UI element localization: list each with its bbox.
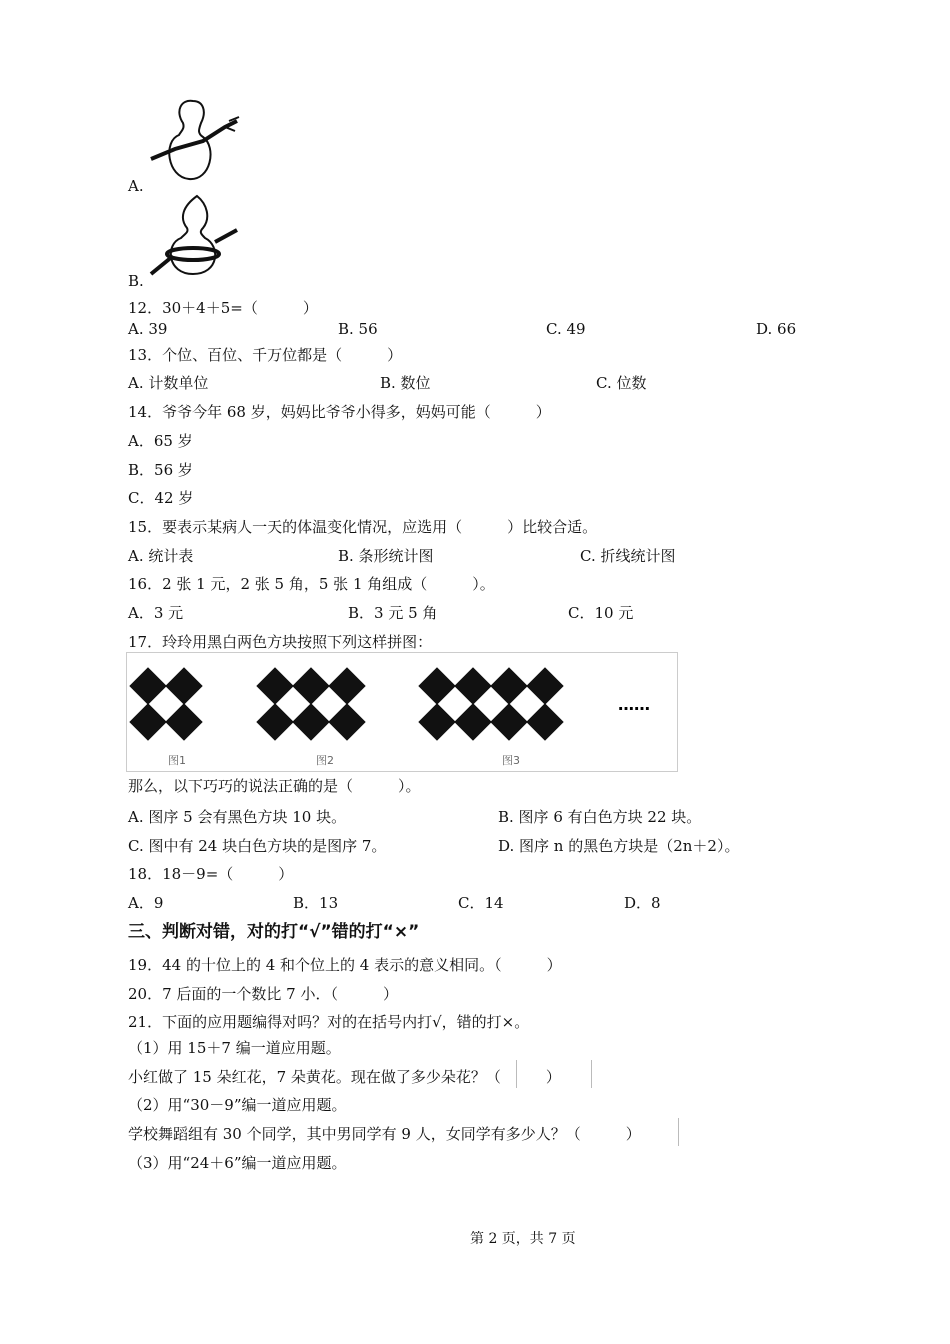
question-13-stem: 13．个位、百位、千万位都是（ ）	[128, 346, 403, 364]
option-b-label: B.	[128, 272, 144, 290]
q14-option-c[interactable]: C．42 岁	[128, 489, 194, 507]
q14-option-b[interactable]: B．56 岁	[128, 461, 193, 479]
q12-option-a[interactable]: A. 39	[128, 320, 168, 338]
gourd-image-a	[145, 97, 245, 185]
figure-label-2: 图2	[316, 754, 334, 767]
question-21-stem: 21．下面的应用题编得对吗？对的在括号内打√，错的打×。	[128, 1013, 530, 1031]
q21-part-2: （2）用“30－9”编一道应用题。	[128, 1096, 347, 1114]
q16-option-a[interactable]: A．3 元	[128, 604, 184, 622]
q18-option-c[interactable]: C．14	[458, 894, 504, 912]
q21-part-1: （1）用 15＋7 编一道应用题。	[128, 1039, 341, 1057]
q21-part-2-answer-box[interactable]	[678, 1118, 680, 1146]
q18-option-a[interactable]: A．9	[128, 894, 164, 912]
question-20-stem: 20．7 后面的一个数比 7 小．（ ）	[128, 985, 398, 1003]
gourd-image-b	[145, 192, 245, 280]
option-a-label: A.	[128, 177, 144, 195]
q15-option-c[interactable]: C. 折线统计图	[580, 547, 676, 565]
q21-part-1-text: 小红做了 15 朵红花，7 朵黄花。现在做了多少朵花？（ ）	[128, 1068, 561, 1086]
q12-option-b[interactable]: B. 56	[338, 320, 378, 338]
q21-part-3: （3）用“24＋6”编一道应用题。	[128, 1154, 347, 1172]
question-14-stem: 14．爷爷今年 68 岁，妈妈比爷爷小得多，妈妈可能（ ）	[128, 403, 551, 421]
q13-option-a[interactable]: A. 计数单位	[128, 374, 209, 392]
question-19-stem: 19．44 的十位上的 4 和个位上的 4 表示的意义相同。（ ）	[128, 956, 562, 974]
q17-option-a[interactable]: A. 图序 5 会有黑色方块 10 块。	[128, 808, 347, 826]
q15-option-a[interactable]: A. 统计表	[128, 547, 194, 565]
question-16-stem: 16．2 张 1 元，2 张 5 角，5 张 1 角组成（ ）。	[128, 575, 495, 593]
question-17-stem: 17．玲玲用黑白两色方块按照下列这样拼图：	[128, 633, 433, 651]
q12-option-c[interactable]: C. 49	[546, 320, 586, 338]
q13-option-b[interactable]: B. 数位	[380, 374, 431, 392]
tile-pattern-figure	[126, 652, 678, 772]
section-3-heading: 三、判断对错，对的打“√”错的打“×”	[128, 922, 420, 942]
q21-part-1-answer-box[interactable]	[516, 1060, 592, 1088]
q17-option-b[interactable]: B. 图序 6 有白色方块 22 块。	[498, 808, 702, 826]
figure-label-3: 图3	[502, 754, 520, 767]
question-18-stem: 18．18－9=（ ）	[128, 865, 294, 883]
question-17-prompt: 那么，以下巧巧的说法正确的是（ ）。	[128, 777, 421, 795]
q18-option-d[interactable]: D．8	[624, 894, 661, 912]
q13-option-c[interactable]: C. 位数	[596, 374, 647, 392]
q21-part-2-text: 学校舞蹈组有 30 个同学，其中男同学有 9 人，女同学有多少人？（ ）	[128, 1125, 641, 1143]
question-12-stem: 12．30＋4＋5=（ ）	[128, 299, 318, 317]
figure-ellipsis: ……	[618, 695, 650, 714]
q17-option-d[interactable]: D. 图序 n 的黑色方块是（2n＋2）。	[498, 837, 740, 855]
q16-option-c[interactable]: C．10 元	[568, 604, 634, 622]
q15-option-b[interactable]: B. 条形统计图	[338, 547, 434, 565]
question-15-stem: 15．要表示某病人一天的体温变化情况，应选用（ ）比较合适。	[128, 518, 598, 536]
figure-label-1: 图1	[168, 754, 186, 767]
q12-option-d[interactable]: D. 66	[756, 320, 797, 338]
q14-option-a[interactable]: A．65 岁	[128, 432, 193, 450]
page-footer: 第 2 页，共 7 页	[470, 1231, 576, 1247]
q17-option-c[interactable]: C. 图中有 24 块白色方块的是图序 7。	[128, 837, 387, 855]
q18-option-b[interactable]: B．13	[293, 894, 339, 912]
q16-option-b[interactable]: B．3 元 5 角	[348, 604, 438, 622]
